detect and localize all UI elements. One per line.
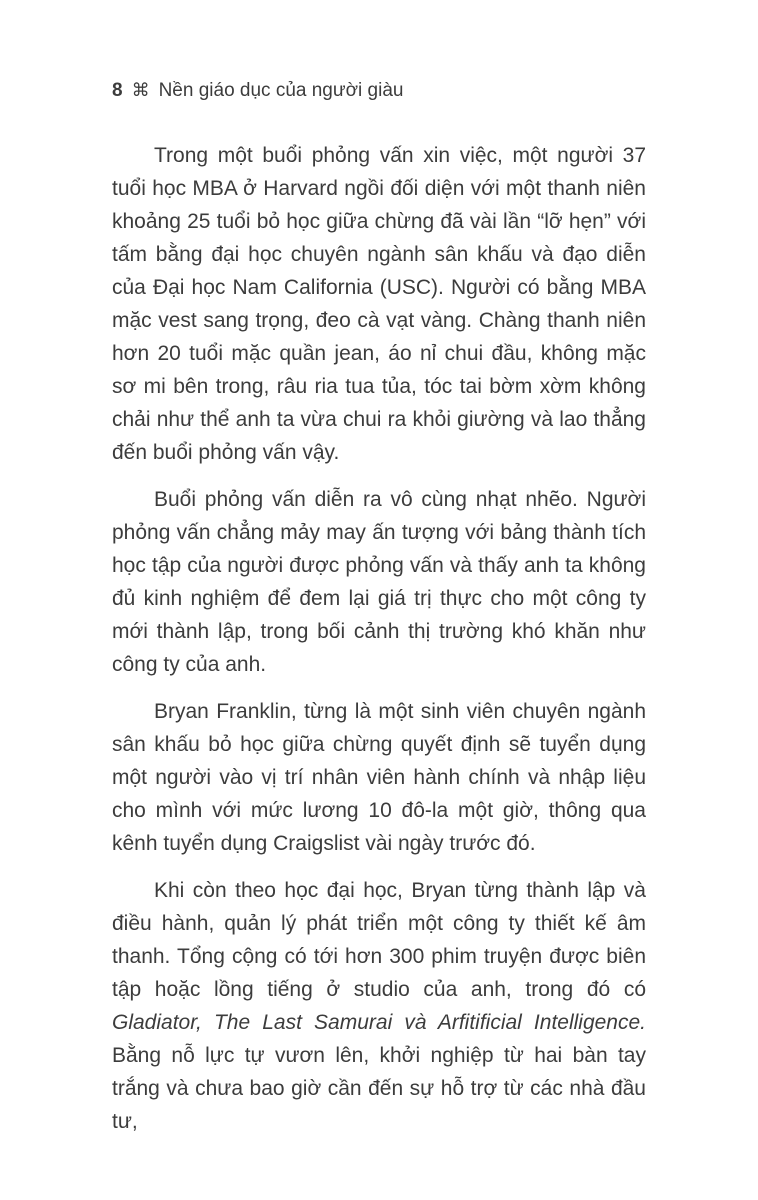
paragraph-bryan-franklin: Bryan Franklin, từng là một sinh viên chuyên ngành sân khấu bỏ học giữa chừng quyết định sẽ tuyển dụng một người vào vị trí nhân viên hành chính và nhập liệu cho mình với mức lương 10 đô-la một giờ, thông qua kênh tuyển dụng Craigslist vài ngày trước đó. — [112, 700, 646, 855]
film-titles-italic: Gladiator, The Last Samurai và Arfitificial Intelligence. — [112, 1011, 646, 1034]
paragraph-interview-result: Buổi phỏng vấn diễn ra vô cùng nhạt nhẽo. Người phỏng vấn chẳng mảy may ấn tượng với bảng thành tích học tập của người được phỏng vấn và thấy anh ta không đủ kinh nghiệm để đem lại giá trị thực cho một công ty mới thành lập, trong bối cảnh thị trường khó khăn như công ty của anh. — [112, 488, 646, 676]
paragraph-interview-intro: Trong một buổi phỏng vấn xin việc, một người 37 tuổi học MBA ở Harvard ngồi đối diện với một thanh niên khoảng 25 tuổi bỏ học giữa chừng đã vài lần “lỡ hẹn” với tấm bằng đại học chuyên ngành sân khấu và đạo diễn của Đại học Nam California (USC). Người có bằng MBA mặc vest sang trọng, đeo cà vạt vàng. Chàng thanh niên hơn 20 tuổi mặc quần jean, áo nỉ chui đầu, không mặc sơ mi bên trong, râu ria tua tủa, tóc tai bờm xờm không chải như thể anh ta vừa chui ra khỏi giường và lao thẳng đến buổi phỏng vấn vậy. — [112, 144, 646, 464]
page-number: 8 — [112, 80, 123, 101]
page-body — [112, 139, 646, 1152]
command-separator-icon: ⌘ — [131, 80, 150, 100]
running-title: Nền giáo dục của người giàu — [158, 80, 404, 101]
paragraph-bryan-college-start: Khi còn theo học đại học, Bryan từng thành lập và điều hành, quản lý phát triển một công ty thiết kế âm thanh. Tổng cộng có tới hơn 300 phim truyện được biên tập hoặc lồng tiếng ở studio của anh, trong đó có — [112, 879, 646, 1001]
paragraph-bryan-college-end: Bằng nỗ lực tự vươn lên, khởi nghiệp từ hai bàn tay trắng và chưa bao giờ cần đến sự hỗ trợ từ các nhà đầu tư, — [112, 1044, 646, 1133]
running-header — [112, 78, 658, 103]
paragraph-bryan-college — [112, 874, 646, 1138]
